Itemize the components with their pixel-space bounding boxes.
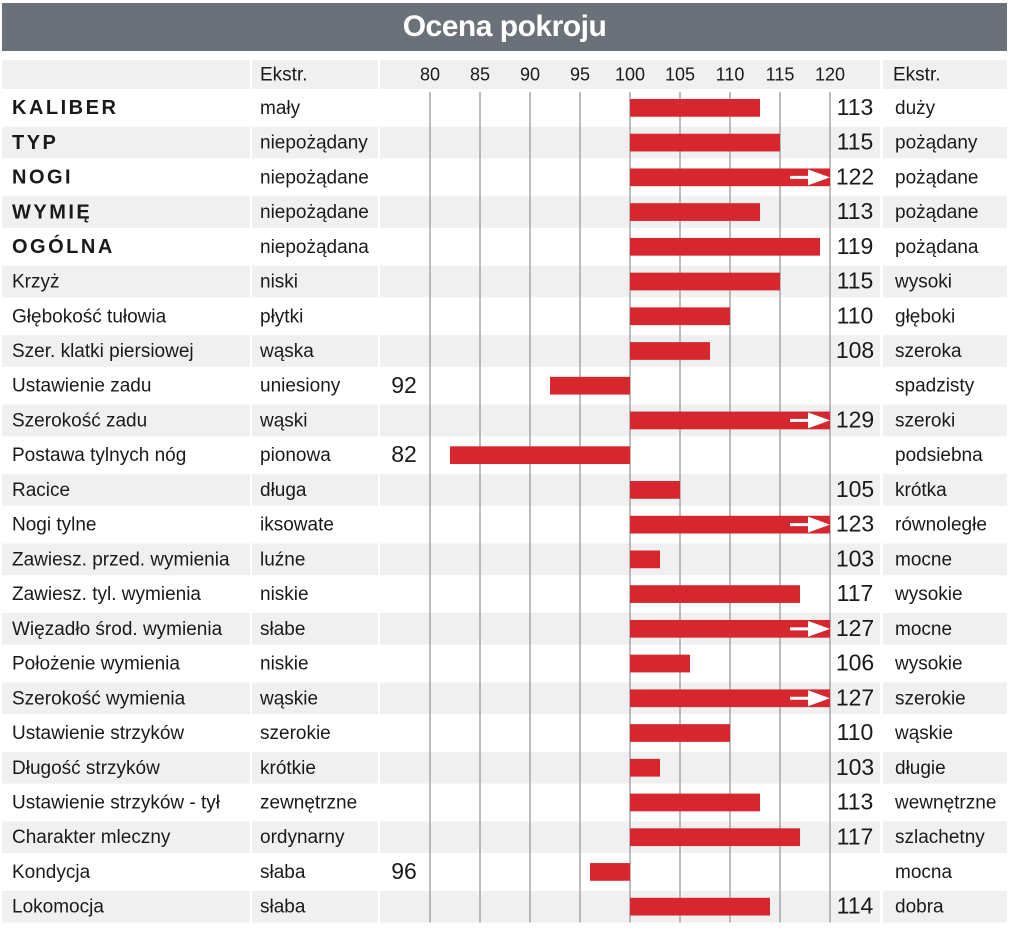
high-extreme-label: mocna [895,861,953,883]
low-extreme-label: wąskie [260,688,319,710]
trait-name: Położenie wymienia [12,653,180,675]
x-tick-label: 110 [715,64,745,85]
x-tick-label: 90 [519,64,541,85]
value-label: 108 [835,337,875,364]
low-extreme-label: niskie [260,653,309,675]
right-extreme-header: Ekstr. [893,64,941,86]
high-extreme-label: spadzisty [895,375,975,397]
low-extreme-label: niepożądane [260,202,369,224]
bar [630,273,780,291]
high-extreme-label: pożądane [895,202,979,224]
low-extreme-label: luźne [260,549,306,571]
high-extreme-label: szerokie [895,688,966,710]
high-extreme-label: równoległe [895,514,987,536]
trait-name: NOGI [12,166,74,189]
trait-name: Szerokość wymienia [12,688,186,710]
trait-name: Postawa tylnych nóg [12,445,187,467]
low-extreme-label: słaba [260,896,306,918]
header-cell-trait [2,60,250,89]
bar [550,377,630,395]
trait-name: Zawiesz. przed. wymienia [12,549,230,571]
low-extreme-label: niepożądane [260,167,369,189]
high-extreme-label: szeroki [895,410,956,432]
low-extreme-label: zewnętrzne [260,792,358,814]
trait-name: Krzyż [12,271,60,293]
value-label: 92 [391,371,417,398]
low-extreme-label: płytki [260,306,304,328]
value-label: 113 [836,788,874,815]
bar [630,342,710,360]
value-label: 110 [836,719,874,746]
bar [630,99,760,117]
trait-name: Nogi tylne [12,514,97,536]
value-label: 123 [835,510,875,537]
low-extreme-label: słaba [260,861,306,883]
trait-name: OGÓLNA [12,236,115,259]
value-label: 115 [836,267,874,294]
value-label: 103 [835,753,875,780]
low-extreme-label: słabe [260,618,306,640]
trait-name: Kondycja [12,861,91,883]
low-extreme-label: szerokie [260,723,331,745]
low-extreme-label: wąska [260,340,314,362]
trait-name: Głębokość tułowia [12,306,167,328]
left-extreme-header: Ekstr. [260,64,308,86]
high-extreme-label: głęboki [895,306,956,328]
bar [630,307,730,325]
x-tick-label: 85 [469,64,491,85]
high-extreme-label: pożądane [895,167,979,189]
trait-name: Szer. klatki piersiowej [12,340,194,362]
high-extreme-label: mocne [895,618,953,640]
bar [630,828,800,846]
high-extreme-label: wysokie [895,653,963,675]
bar [630,134,780,152]
value-label: 119 [836,232,874,259]
low-extreme-label: krótkie [260,757,316,779]
x-tick-label: 115 [765,64,795,85]
bar [630,724,730,742]
bar [630,550,660,568]
trait-name: Szerokość zadu [12,410,148,432]
high-extreme-label: wewnętrzne [895,792,997,814]
value-label: 82 [391,441,417,468]
bar [630,759,660,777]
trait-name: KALIBER [12,97,119,120]
value-label: 106 [835,649,875,676]
low-extreme-label: wąski [260,410,308,432]
low-extreme-label: uniesiony [260,375,341,397]
low-extreme-label: iksowate [260,514,334,536]
bar [630,585,800,603]
high-extreme-label: dobra [895,896,944,918]
high-extreme-label: pożądany [895,132,978,154]
value-label: 117 [836,580,874,607]
value-label: 113 [836,93,874,120]
low-extreme-label: niskie [260,584,309,606]
low-extreme-label: niepożądany [260,132,368,154]
value-label: 122 [835,163,875,190]
value-label: 96 [391,858,417,885]
x-tick-label: 95 [569,64,591,85]
high-extreme-label: szlachetny [895,827,985,849]
high-extreme-label: wąskie [895,723,954,745]
bar [630,898,770,916]
x-tick-label: 100 [614,64,646,85]
x-tick-label: 120 [814,64,846,85]
trait-name: Ustawienie zadu [12,375,152,397]
low-extreme-label: pionowa [260,445,331,467]
high-extreme-label: krótka [895,479,947,501]
value-label: 127 [835,684,875,711]
low-extreme-label: niski [260,271,299,293]
high-extreme-label: wysokie [895,584,963,606]
x-tick-label: 105 [664,64,696,85]
low-extreme-label: ordynarny [260,827,345,849]
bar [630,481,680,499]
value-label: 115 [836,128,874,155]
value-label: 114 [836,892,874,919]
high-extreme-label: pożądana [895,236,979,258]
trait-name: Lokomocja [12,896,104,918]
bar [630,203,760,221]
value-label: 127 [835,614,875,641]
low-extreme-label: długa [260,479,307,501]
value-label: 105 [835,475,875,502]
x-tick-label: 80 [419,64,441,85]
high-extreme-label: szeroka [895,340,962,362]
high-extreme-label: długie [895,757,946,779]
value-label: 110 [836,302,874,329]
high-extreme-label: wysoki [895,271,953,293]
trait-name: WYMIĘ [12,201,93,224]
high-extreme-label: podsiebna [895,445,983,467]
bar [630,794,760,812]
high-extreme-label: duży [895,97,936,119]
value-label: 117 [836,823,874,850]
chart-title: Ocena pokroju [2,3,1007,51]
value-label: 103 [835,545,875,572]
value-label: 129 [835,406,875,433]
bar [630,238,820,256]
trait-name: Charakter mleczny [12,827,171,849]
value-label: 113 [836,198,874,225]
trait-name: Więzadło środ. wymienia [12,618,223,640]
bar [450,446,630,464]
bar [630,655,690,673]
trait-name: Długość strzyków [12,757,160,779]
trait-name: TYP [12,131,59,154]
trait-name: Zawiesz. tyl. wymienia [12,584,201,606]
trait-name: Racice [12,479,71,501]
trait-name: Ustawienie strzyków [12,723,185,745]
bar [590,863,630,881]
low-extreme-label: mały [260,97,301,119]
trait-name: Ustawienie strzyków - tył [12,792,220,814]
high-extreme-label: mocne [895,549,953,571]
low-extreme-label: niepożądana [260,236,369,258]
